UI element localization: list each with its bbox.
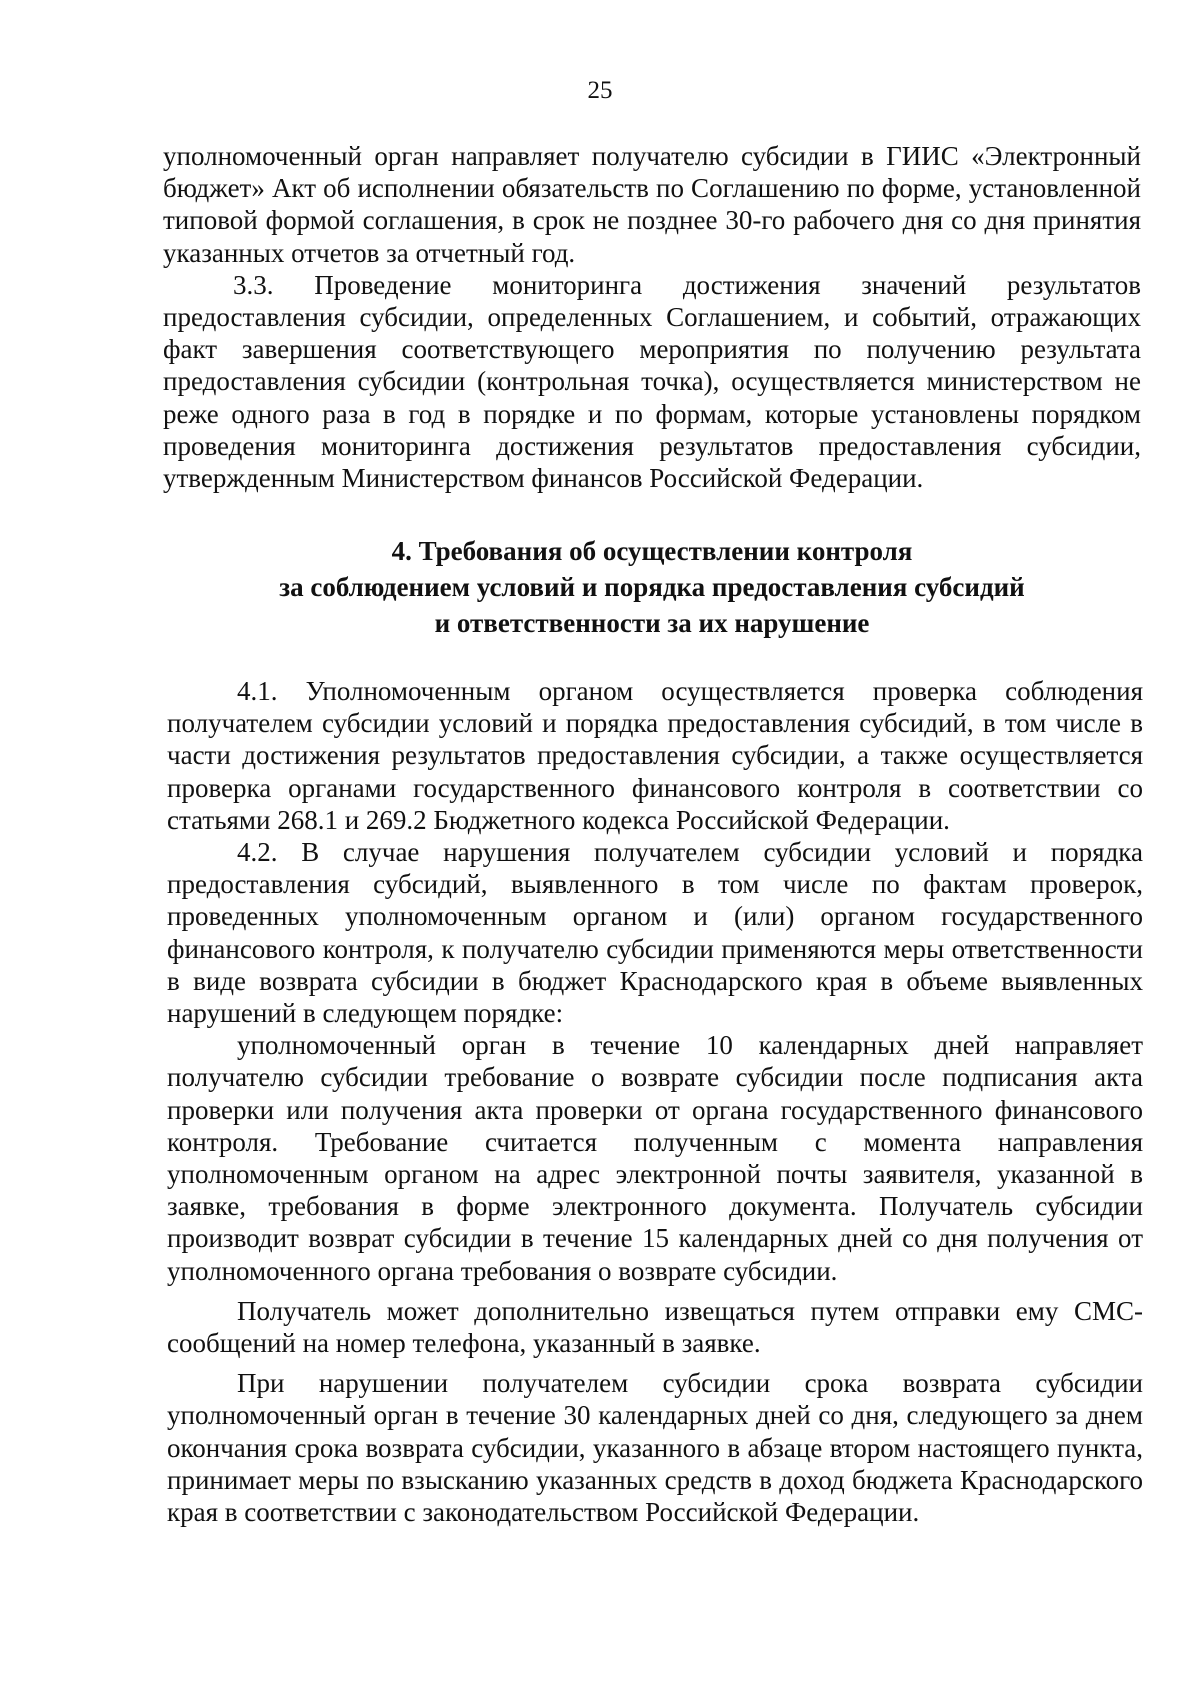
section-heading-line-2: за соблюдением условий и порядка предоставления субсидий bbox=[279, 572, 1025, 602]
paragraph-4-1: 4.1. Уполномоченным органом осуществляется проверка соблюдения получателем субсидии условий и порядка предоставления субсидий, в том числе в части достижения результатов предоставления субсидии, а также осуществляется проверка органами государственного финансового контроля в соответствии со статьями 268.1 и 269.2 Бюджетного кодекса Российской Федерации. bbox=[167, 676, 1143, 835]
paragraph-4-2-procedure: уполномоченный орган в течение 10 календарных дней направляет получателю субсидии требование о возврате субсидии после подписания акта проверки или получения акта проверки от органа государственного финансового контроля. Требование считается полученным с момента направления уполномоченным органом на адрес электронной почты заявителя, указанной в заявке, требования в форме электронного документа. Получатель субсидии производит возврат субсидии в течение 15 календарных дней со дня получения от уполномоченного органа требования о возврате субсидии. bbox=[167, 1030, 1143, 1286]
paragraph-4-2: 4.2. В случае нарушения получателем субсидии условий и порядка предоставления субсидий, выявленного в том числе по фактам проверок, проведенных уполномоченным органом и (или) органом государственного финансового контроля, к получателю субсидии применяются меры ответственности в виде возврата субсидии в бюджет Краснодарского края в объеме выявленных нарушений в следующем порядке: bbox=[167, 837, 1143, 1029]
paragraph-continuation: уполномоченный орган направляет получателю субсидии в ГИИС «Электронный бюджет» Акт об исполнении обязательств по Соглашению по форме, установленной типовой формой соглашения, в срок не позднее 30-го рабочего дня со дня принятия указанных отчетов за отчетный год. bbox=[163, 141, 1141, 268]
paragraph-sms-notice: Получатель может дополнительно извещаться путем отправки ему СМС-сообщений на номер телефона, указанный в заявке. bbox=[167, 1295, 1143, 1359]
section-4-heading bbox=[163, 533, 1141, 641]
page-number: 25 bbox=[587, 77, 613, 104]
body-text-top bbox=[163, 140, 1141, 494]
body-text-bottom bbox=[167, 675, 1143, 1528]
section-heading-line-1: 4. Требования об осуществлении контроля bbox=[391, 536, 913, 566]
section-heading-line-3: и ответственности за их нарушение bbox=[434, 608, 870, 638]
paragraph-recovery: При нарушении получателем субсидии срока возврата субсидии уполномоченный орган в течение 30 календарных дней со дня, следующего за днем окончания срока возврата субсидии, указанного в абзаце втором настоящего пункта, принимает меры по взысканию указанных средств в доход бюджета Краснодарского края в соответствии с законодательством Российской Федерации. bbox=[167, 1368, 1143, 1528]
paragraph-3-3: 3.3. Проведение мониторинга достижения значений результатов предоставления субсидии, определенных Соглашением, и событий, отражающих факт завершения соответствующего мероприятия по получению результата предоставления субсидии (контрольная точка), осуществляется министерством не реже одного раза в год в порядке и по формам, которые установлены порядком проведения мониторинга достижения результатов предоставления субсидии, утвержденным Министерством финансов Российской Федерации. bbox=[163, 269, 1141, 494]
